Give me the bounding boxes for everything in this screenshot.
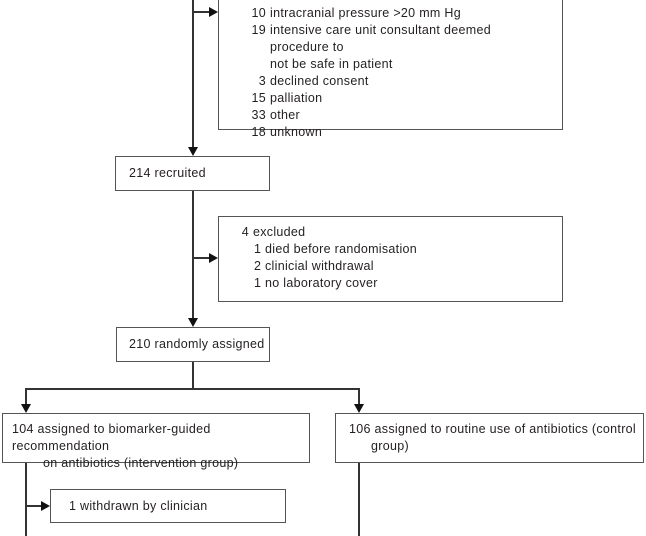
arrow-right-icon [209,253,218,263]
intervention-label-line1: 104 assigned to biomarker-guided recommendation [12,422,211,453]
connector-top-vertical [192,0,194,148]
exclusion-line [239,73,552,90]
exclusion-count: 15 [251,91,266,105]
connector-split-horizontal [25,388,360,390]
exclusion-reason: palliation [270,91,323,105]
recruited-box [115,156,270,191]
exclusion-line [254,258,552,275]
arrow-right-icon [41,501,50,511]
recruited-label: 214 recruited [129,166,206,180]
exclusion-reason: no laboratory cover [265,276,378,290]
exclusion-line [239,107,552,124]
connector-control-continues [358,462,360,536]
screening-exclusions-box [218,0,563,139]
exclusion-count: 1 [254,276,262,290]
connector-intervention-continues [25,463,27,536]
withdrawn-label: 1 withdrawn by clinician [69,498,208,513]
exclusion-count: 18 [251,125,266,139]
arrow-down-icon [188,318,198,327]
connector-recruited-to-randomised [192,191,194,319]
exclusion-reason: declined consent [270,74,369,88]
exclusion-reason: clinicial withdrawal [265,259,374,273]
excluded-box [218,216,563,302]
control-label-line1: 106 assigned to routine use of antibiotics (control [349,422,636,436]
exclusion-count: 10 [251,6,266,20]
withdrawn-box [50,489,286,523]
exclusion-line-continuation [239,56,552,73]
exclusion-reason: other [270,108,300,122]
exclusion-reason: intensive care unit consultant deemed procedure to [270,23,495,54]
exclusion-reason: died before randomisation [265,242,418,256]
exclusion-count: 19 [251,23,266,37]
connector-branch-screening-exclusions [192,11,210,13]
connector-branch-excluded [192,257,210,259]
exclusion-count: 2 [254,259,262,273]
exclusion-count: 3 [258,74,266,88]
arrow-down-icon [354,404,364,413]
arrow-right-icon [209,7,218,17]
randomised-label: 210 randomly assigned [129,337,265,351]
control-group-box [335,413,644,463]
arrow-down-icon [21,404,31,413]
exclusion-line [239,5,552,22]
exclusion-reason: not be safe in patient [270,57,393,71]
exclusion-line [239,22,552,56]
excluded-count: 4 [241,225,249,239]
connector-branch-withdrawn [25,505,42,507]
randomised-box [116,327,270,362]
exclusion-reason: intracranial pressure >20 mm Hg [270,6,461,20]
connector-drop-control [358,388,360,405]
exclusion-line [254,275,552,292]
exclusion-line [239,90,552,107]
control-label-line2: group) [371,439,409,453]
connector-below-randomised [192,362,194,389]
exclusion-count: 1 [254,242,262,256]
intervention-label-line2: on antibiotics (intervention group) [43,456,239,470]
arrow-down-icon [188,147,198,156]
exclusion-line [254,241,552,258]
exclusion-reason: unknown [270,125,323,139]
intervention-group-box [2,413,310,470]
excluded-label: excluded [253,225,306,239]
exclusion-line [239,124,552,141]
excluded-heading [237,224,552,241]
exclusion-count: 33 [251,108,266,122]
connector-drop-intervention [25,388,27,405]
